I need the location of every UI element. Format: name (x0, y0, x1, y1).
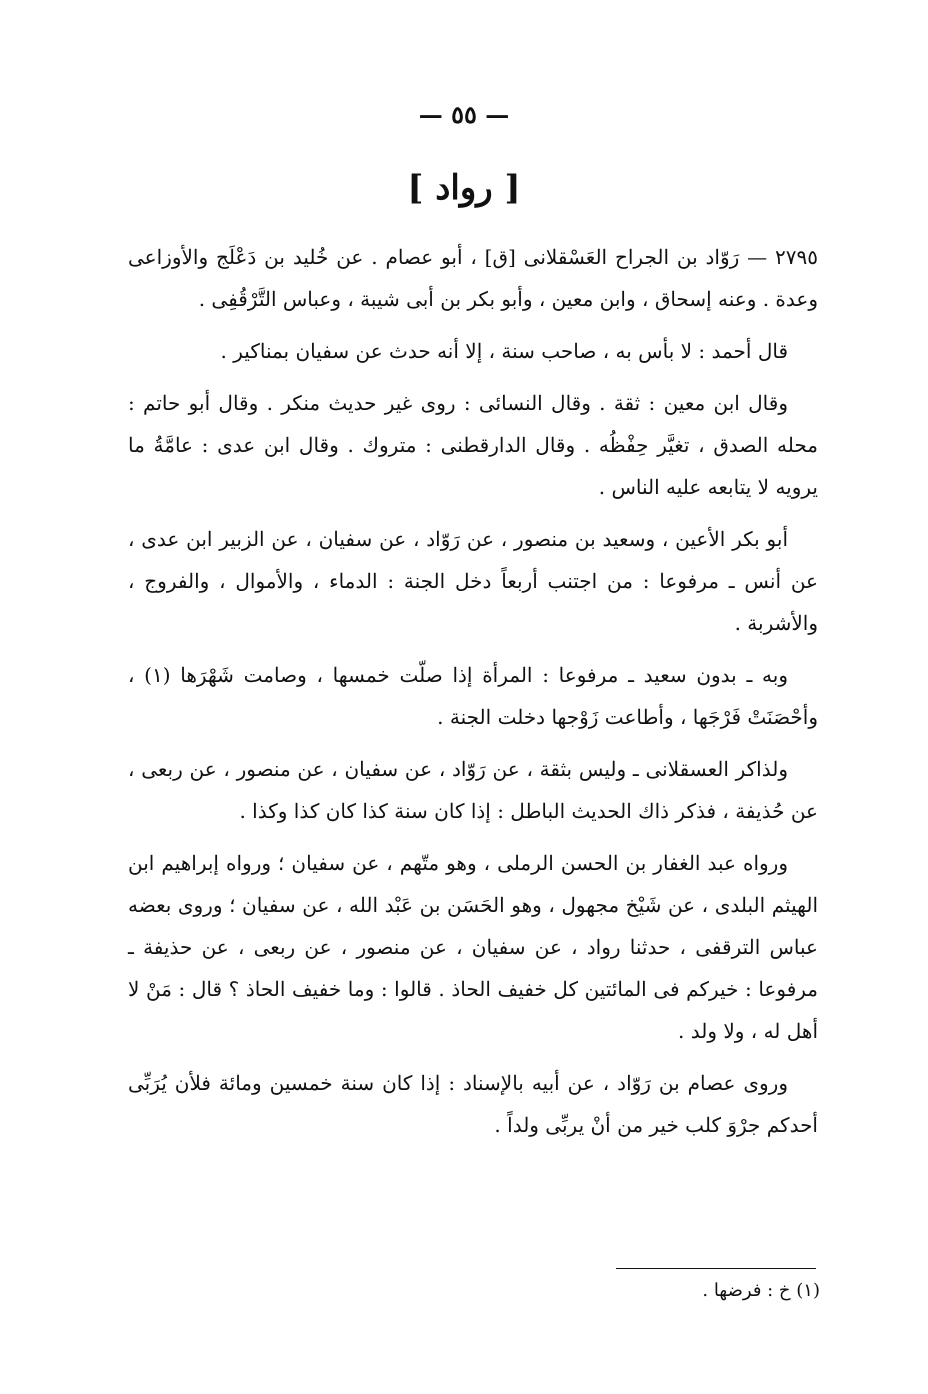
paragraph: ولذاكر العسقلانى ـ وليس بثقة ، عن رَوّاد ، عن سفيان ، عن منصور ، عن ربعى ، عن حُذيفة ، فذكر ذاك الحديث الباطل : إذا كان سنة كذا كان كذا وكذا . (128, 757, 818, 823)
paragraph: أبو بكر الأعين ، وسعيد بن منصور ، عن رَوّاد ، عن سفيان ، عن الزبير ابن عدى ، عن أنس ـ مرفوعا : من اجتنب أربعاً دخل الجنة : الدماء ، والأموال ، والفروج ، والأشربة . (128, 527, 818, 635)
footnote: (١) خ : فرضها . (702, 1280, 820, 1301)
paragraph-entry: ٢٧٩٥ — رَوّاد بن الجراح العَسْقلانى [ق] ، أبو عصام . عن خُليد بن دَعْلَج والأوزاعى وعدة . وعنه إسحاق ، وابن معين ، وأبو بكر بن أبى شيبة ، وعباس التَّرْقُفِى . (128, 245, 818, 311)
paragraph: وبه ـ بدون سعيد ـ مرفوعا : المرأة إذا صلّت خمسها ، وصامت شَهْرَها (١) ، وأحْصَنَتْ فَرْجَها ، وأطاعت زَوْجها دخلت الجنة . (128, 663, 818, 729)
paragraph: قال أحمد : لا بأس به ، صاحب سنة ، إلا أنه حدث عن سفيان بمناكير . (220, 339, 788, 363)
page-number: — ٥٥ — (418, 100, 510, 129)
entry-heading: [ رواد ] (407, 168, 521, 208)
paragraph: وروى عصام بن رَوّاد ، عن أبيه بالإسناد : إذا كان سنة خمسين ومائة فلأن يُرَبِّى أحدكم جرْوَ كلب خير من أنْ يربِّى ولداً . (128, 1071, 818, 1137)
footnote-divider (616, 1268, 816, 1269)
paragraph: ورواه عبد الغفار بن الحسن الرملى ، وهو متّهم ، عن سفيان ؛ ورواه إبراهيم ابن الهيثم البلدى ، عن شَيْخ مجهول ، وهو الحَسَن بن عَبْد الله ، عن سفيان ؛ وروى بعضه عباس الترقفى ، حدثنا رواد ، عن سفيان ، عن منصور ، عن ربعى ، عن حذيفة ـ مرفوعا : خيركم فى المائتين كل خفيف الحاذ . قالوا : وما خفيف الحاذ ؟ قال : مَنْ لا أهل له ، ولا ولد . (128, 851, 818, 1043)
main-text (128, 236, 818, 1156)
paragraph: وقال ابن معين : ثقة . وقال النسائى : روى غير حديث منكر . وقال أبو حاتم : محله الصدق ، تغيَّر حِفْظُه . وقال الدارقطنى : متروك . وقال ابن عدى : عامَّةُ ما يرويه لا يتابعه عليه الناس . (128, 391, 818, 499)
